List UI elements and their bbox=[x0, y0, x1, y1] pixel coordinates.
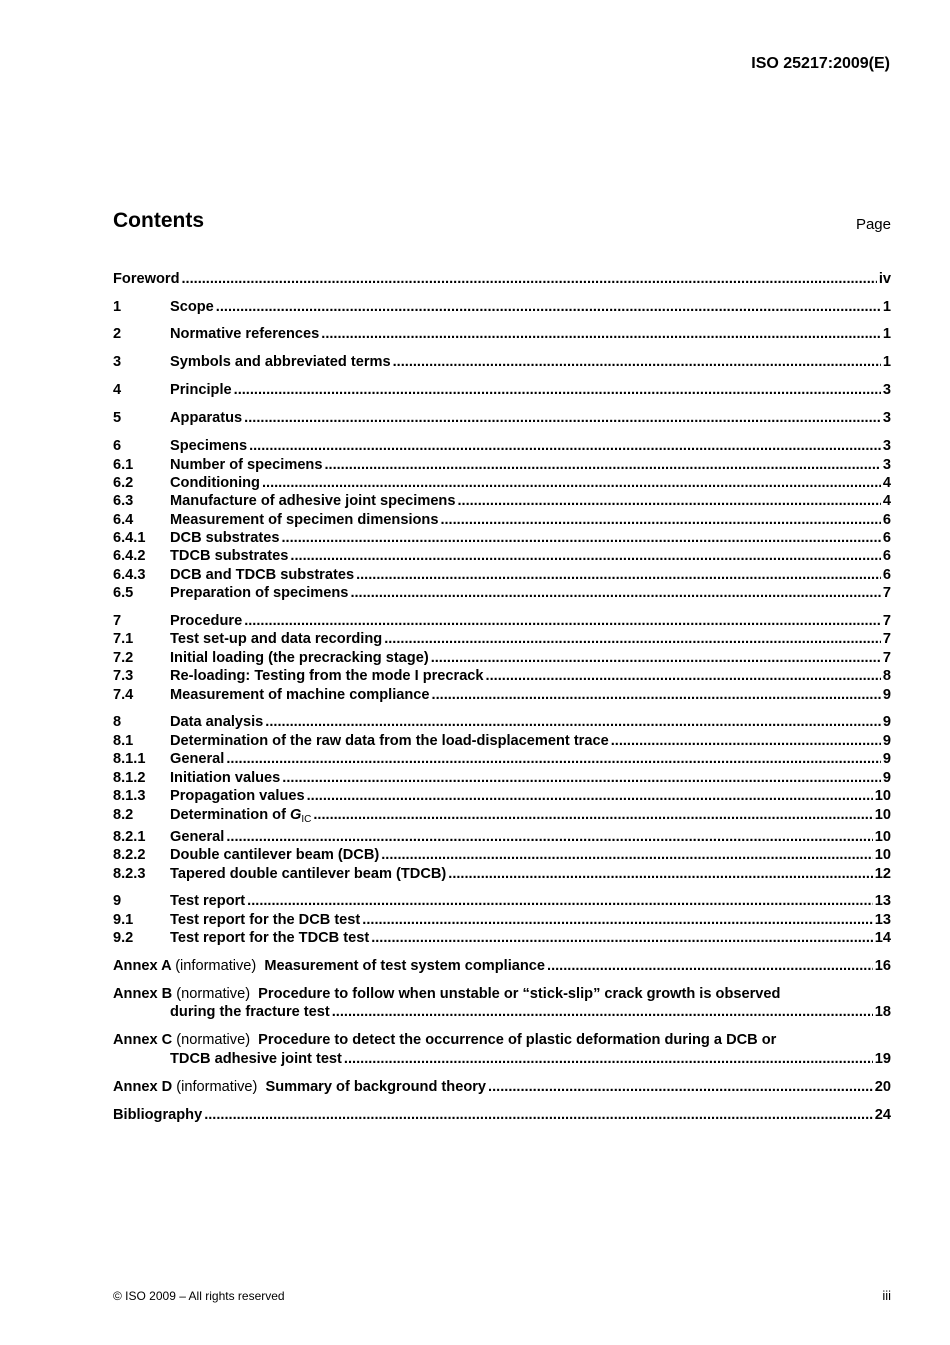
toc-leader-dots bbox=[216, 298, 881, 316]
toc-entry-page: 13 bbox=[874, 912, 891, 928]
annex-title-text: Summary of background theory bbox=[265, 1079, 487, 1095]
toc-leader-dots bbox=[350, 584, 880, 602]
toc-leader-dots bbox=[486, 667, 881, 685]
toc-leader-dots bbox=[362, 911, 872, 929]
toc-entry[interactable] bbox=[113, 667, 891, 685]
toc-entry-page: 16 bbox=[874, 958, 891, 974]
toc-entry-page: iv bbox=[878, 271, 891, 287]
toc-entry-page: 1 bbox=[882, 354, 891, 370]
toc-entry[interactable] bbox=[113, 298, 891, 316]
toc-leader-dots bbox=[265, 713, 881, 731]
toc-leader-dots bbox=[356, 566, 881, 584]
toc-entry-page: 10 bbox=[874, 807, 891, 823]
toc-entry-title: Measurement of machine compliance bbox=[170, 687, 430, 703]
toc-entry-title: Test set-up and data recording bbox=[170, 631, 383, 647]
toc-entry[interactable] bbox=[113, 474, 891, 492]
toc-entry-page: 1 bbox=[882, 299, 891, 315]
annex-type: (informative) bbox=[176, 1079, 258, 1095]
toc-entry-page: 9 bbox=[882, 770, 891, 786]
toc-entry-page: 13 bbox=[874, 893, 891, 909]
toc-entry[interactable] bbox=[113, 846, 891, 864]
toc-leader-dots bbox=[393, 353, 881, 371]
toc-leader-dots bbox=[344, 1050, 873, 1068]
page-number: iii bbox=[882, 1288, 891, 1303]
toc-entry[interactable] bbox=[113, 547, 891, 565]
toc-entry-page: 10 bbox=[874, 847, 891, 863]
toc-title-text: Determination of bbox=[170, 807, 290, 823]
toc-entry-page: 6 bbox=[882, 512, 891, 528]
toc-entry-title: Scope bbox=[170, 299, 214, 315]
toc-entry[interactable] bbox=[113, 732, 891, 750]
toc-entry[interactable] bbox=[113, 437, 891, 455]
toc-entry-number: 8.1.1 bbox=[113, 751, 146, 767]
toc-entry-number: 6.2 bbox=[113, 475, 134, 491]
toc-entry-title: Propagation values bbox=[170, 788, 305, 804]
toc-leader-dots bbox=[247, 892, 873, 910]
toc-entry-number: 6.5 bbox=[113, 585, 134, 601]
annex-title-text: Procedure to follow when unstable or “stick-slip” crack growth is observed bbox=[258, 986, 781, 1002]
toc-leader-dots bbox=[244, 612, 881, 630]
toc-entry[interactable] bbox=[113, 686, 891, 704]
toc-leader-dots bbox=[324, 456, 880, 474]
toc-entry[interactable] bbox=[113, 381, 891, 399]
gic-symbol: G bbox=[290, 807, 302, 823]
toc-entry-page: 19 bbox=[874, 1051, 891, 1067]
toc-entry[interactable] bbox=[113, 630, 891, 648]
annex-title bbox=[113, 957, 545, 975]
toc-entry-page: 7 bbox=[882, 631, 891, 647]
toc-entry-page: 3 bbox=[882, 457, 891, 473]
toc-entry-title: Apparatus bbox=[170, 410, 243, 426]
toc-leader-dots bbox=[448, 865, 873, 883]
toc-leader-dots bbox=[226, 750, 881, 768]
toc-entry-number: 2 bbox=[113, 326, 122, 342]
document-id-header: ISO 25217:2009(E) bbox=[751, 55, 890, 72]
toc-entry[interactable] bbox=[113, 649, 891, 667]
annex-title-text: Procedure to detect the occurrence of plastic deformation during a DCB or bbox=[258, 1032, 777, 1048]
toc-entry-title: Manufacture of adhesive joint specimens bbox=[170, 493, 456, 509]
toc-entry-title: Number of specimens bbox=[170, 457, 323, 473]
toc-leader-dots bbox=[313, 806, 872, 824]
toc-entry-number: 5 bbox=[113, 410, 122, 426]
toc-leader-dots bbox=[249, 437, 881, 455]
toc-leader-dots bbox=[611, 732, 881, 750]
toc-annex-c[interactable] bbox=[113, 1031, 891, 1049]
toc-leader-dots bbox=[332, 1003, 873, 1021]
toc-entry-title bbox=[170, 806, 311, 829]
toc-entry-page: 9 bbox=[882, 733, 891, 749]
toc-entry-title: DCB and TDCB substrates bbox=[170, 567, 355, 583]
annex-type: (normative) bbox=[176, 986, 251, 1002]
toc-entry-page: 6 bbox=[882, 530, 891, 546]
toc-entry-number: 6 bbox=[113, 438, 122, 454]
toc-entry-number: 8.1.3 bbox=[113, 788, 146, 804]
toc-leader-dots bbox=[204, 1106, 873, 1124]
toc-entry-number: 6.4.1 bbox=[113, 530, 146, 546]
page-column-label: Page bbox=[855, 216, 891, 233]
toc-entry-title: Test report for the TDCB test bbox=[170, 930, 370, 946]
toc-entry-number: 6.4 bbox=[113, 512, 134, 528]
toc-annex-d[interactable] bbox=[113, 1078, 891, 1096]
toc-entry-foreword[interactable] bbox=[113, 270, 891, 288]
toc-entry-number: 9.2 bbox=[113, 930, 134, 946]
toc-entry-page: 18 bbox=[874, 1004, 891, 1020]
toc-entry-title: Principle bbox=[170, 382, 232, 398]
toc-leader-dots bbox=[381, 846, 873, 864]
toc-entry-page: 9 bbox=[882, 687, 891, 703]
toc-entry-title: TDCB substrates bbox=[170, 548, 289, 564]
toc-entry-title: Double cantilever beam (DCB) bbox=[170, 847, 380, 863]
toc-entry-page: 1 bbox=[882, 326, 891, 342]
toc-entry[interactable] bbox=[113, 325, 891, 343]
toc-entry-title: Data analysis bbox=[170, 714, 264, 730]
toc-annex-b-continued[interactable] bbox=[113, 1003, 891, 1021]
toc-entry-page: 3 bbox=[882, 438, 891, 454]
toc-entry[interactable] bbox=[113, 787, 891, 805]
toc-leader-dots bbox=[307, 787, 873, 805]
copyright-footer: © ISO 2009 – All rights reserved bbox=[113, 1289, 285, 1303]
toc-entry-page: 10 bbox=[874, 788, 891, 804]
toc-entry-title: Normative references bbox=[170, 326, 320, 342]
annex-label: Annex D bbox=[113, 1079, 173, 1095]
toc-entry-number: 6.4.2 bbox=[113, 548, 146, 564]
toc-entry-title: Tapered double cantilever beam (TDCB) bbox=[170, 866, 447, 882]
toc-entry-page: 4 bbox=[882, 493, 891, 509]
toc-entry-page: 8 bbox=[882, 668, 891, 684]
toc-entry-page: 7 bbox=[882, 585, 891, 601]
toc-entry[interactable] bbox=[113, 892, 891, 910]
toc-entry-title: General bbox=[170, 829, 225, 845]
toc-entry-number: 1 bbox=[113, 299, 122, 315]
page-title: Contents bbox=[113, 209, 204, 232]
toc-entry-number: 8.2.2 bbox=[113, 847, 146, 863]
toc-entry[interactable] bbox=[113, 529, 891, 547]
toc-entry[interactable] bbox=[113, 828, 891, 846]
toc-entry-title: Symbols and abbreviated terms bbox=[170, 354, 391, 370]
toc-entry-page: 14 bbox=[874, 930, 891, 946]
toc-leader-dots bbox=[234, 381, 881, 399]
toc-leader-dots bbox=[457, 492, 880, 510]
toc-entry-number: 6.3 bbox=[113, 493, 134, 509]
toc-entry-number: 6.1 bbox=[113, 457, 134, 473]
annex-title-continued: TDCB adhesive joint test bbox=[170, 1051, 342, 1067]
toc-leader-dots bbox=[321, 325, 881, 343]
toc-leader-dots bbox=[290, 547, 880, 565]
toc-entry-bibliography[interactable] bbox=[113, 1106, 891, 1124]
toc-entry[interactable] bbox=[113, 511, 891, 529]
toc-leader-dots bbox=[431, 649, 881, 667]
gic-subscript: IC bbox=[301, 814, 312, 825]
toc-entry[interactable] bbox=[113, 806, 891, 824]
toc-entry-number: 7 bbox=[113, 613, 122, 629]
toc-entry-page: 7 bbox=[882, 650, 891, 666]
toc-entry-number: 7.2 bbox=[113, 650, 134, 666]
toc-leader-dots bbox=[488, 1078, 873, 1096]
toc-entry[interactable] bbox=[113, 929, 891, 947]
toc-entry-number: 7.4 bbox=[113, 687, 134, 703]
toc-entry-title: Procedure bbox=[170, 613, 243, 629]
toc-entry[interactable] bbox=[113, 612, 891, 630]
toc-entry-number: 8.2.1 bbox=[113, 829, 146, 845]
toc-entry-title: Re-loading: Testing from the mode I precrack bbox=[170, 668, 484, 684]
toc-entry[interactable] bbox=[113, 584, 891, 602]
toc-entry-title: Specimens bbox=[170, 438, 248, 454]
toc-entry[interactable] bbox=[113, 865, 891, 883]
toc-entry-title: Initiation values bbox=[170, 770, 281, 786]
toc-entry-page: 12 bbox=[874, 866, 891, 882]
toc-annex-b[interactable] bbox=[113, 985, 891, 1003]
toc-entry-number: 9.1 bbox=[113, 912, 134, 928]
toc-entry[interactable] bbox=[113, 409, 891, 427]
toc-entry-page: 6 bbox=[882, 567, 891, 583]
toc-entry-title: Conditioning bbox=[170, 475, 260, 491]
toc-entry-page: 9 bbox=[882, 751, 891, 767]
toc-leader-dots bbox=[262, 474, 881, 492]
toc-entry[interactable] bbox=[113, 456, 891, 474]
toc-annex-a[interactable] bbox=[113, 957, 891, 975]
toc-entry-title: Foreword bbox=[113, 271, 180, 287]
toc-entry-number: 3 bbox=[113, 354, 122, 370]
toc-entry[interactable] bbox=[113, 566, 891, 584]
toc-entry-number: 8.1 bbox=[113, 733, 134, 749]
toc-entry-title: Determination of the raw data from the load-displacement trace bbox=[170, 733, 609, 749]
toc-leader-dots bbox=[226, 828, 872, 846]
toc-entry-number: 6.4.3 bbox=[113, 567, 146, 583]
annex-label: Annex A bbox=[113, 958, 172, 974]
toc-entry[interactable] bbox=[113, 713, 891, 731]
toc-leader-dots bbox=[547, 957, 873, 975]
annex-label: Annex C bbox=[113, 1032, 173, 1048]
toc-leader-dots bbox=[371, 929, 873, 947]
toc-leader-dots bbox=[440, 511, 880, 529]
annex-title-continued: during the fracture test bbox=[170, 1004, 330, 1020]
toc-annex-c-continued[interactable] bbox=[113, 1050, 891, 1068]
toc-entry-page: 10 bbox=[874, 829, 891, 845]
toc-entry-number: 7.1 bbox=[113, 631, 134, 647]
toc-entry-number: 7.3 bbox=[113, 668, 134, 684]
toc-entry-number: 4 bbox=[113, 382, 122, 398]
toc-entry-number: 8.2 bbox=[113, 807, 134, 823]
annex-type: (normative) bbox=[176, 1032, 251, 1048]
toc-entry-number: 8.1.2 bbox=[113, 770, 146, 786]
toc-entry-title: Preparation of specimens bbox=[170, 585, 349, 601]
toc-entry-page: 4 bbox=[882, 475, 891, 491]
toc-entry-title: Test report bbox=[170, 893, 246, 909]
toc-entry-title: DCB substrates bbox=[170, 530, 280, 546]
toc-entry-title: General bbox=[170, 751, 225, 767]
toc-entry-title: Test report for the DCB test bbox=[170, 912, 361, 928]
toc-entry[interactable] bbox=[113, 911, 891, 929]
toc-entry-title: Initial loading (the precracking stage) bbox=[170, 650, 429, 666]
toc-entry-title: Measurement of specimen dimensions bbox=[170, 512, 439, 528]
toc-entry-number: 8 bbox=[113, 714, 122, 730]
annex-type: (informative) bbox=[175, 958, 257, 974]
toc-entry-page: 7 bbox=[882, 613, 891, 629]
toc-entry-number: 8.2.3 bbox=[113, 866, 146, 882]
toc-entry[interactable] bbox=[113, 492, 891, 510]
toc-entry-page: 3 bbox=[882, 382, 891, 398]
annex-title bbox=[113, 1078, 486, 1096]
toc-entry-page: 24 bbox=[874, 1107, 891, 1123]
toc-entry-number: 9 bbox=[113, 893, 122, 909]
toc-entry[interactable] bbox=[113, 750, 891, 768]
annex-title-text: Measurement of test system compliance bbox=[264, 958, 546, 974]
toc-leader-dots bbox=[181, 270, 876, 288]
toc-entry-page: 20 bbox=[874, 1079, 891, 1095]
toc-leader-dots bbox=[244, 409, 881, 427]
toc-entry[interactable] bbox=[113, 353, 891, 371]
toc-entry-title: Bibliography bbox=[113, 1107, 203, 1123]
toc-entry-page: 6 bbox=[882, 548, 891, 564]
toc-entry-page: 3 bbox=[882, 410, 891, 426]
toc-leader-dots bbox=[282, 769, 881, 787]
annex-label: Annex B bbox=[113, 986, 173, 1002]
toc-leader-dots bbox=[384, 630, 881, 648]
toc-leader-dots bbox=[281, 529, 880, 547]
toc-entry-page: 9 bbox=[882, 714, 891, 730]
toc-entry[interactable] bbox=[113, 769, 891, 787]
toc-leader-dots bbox=[432, 686, 881, 704]
